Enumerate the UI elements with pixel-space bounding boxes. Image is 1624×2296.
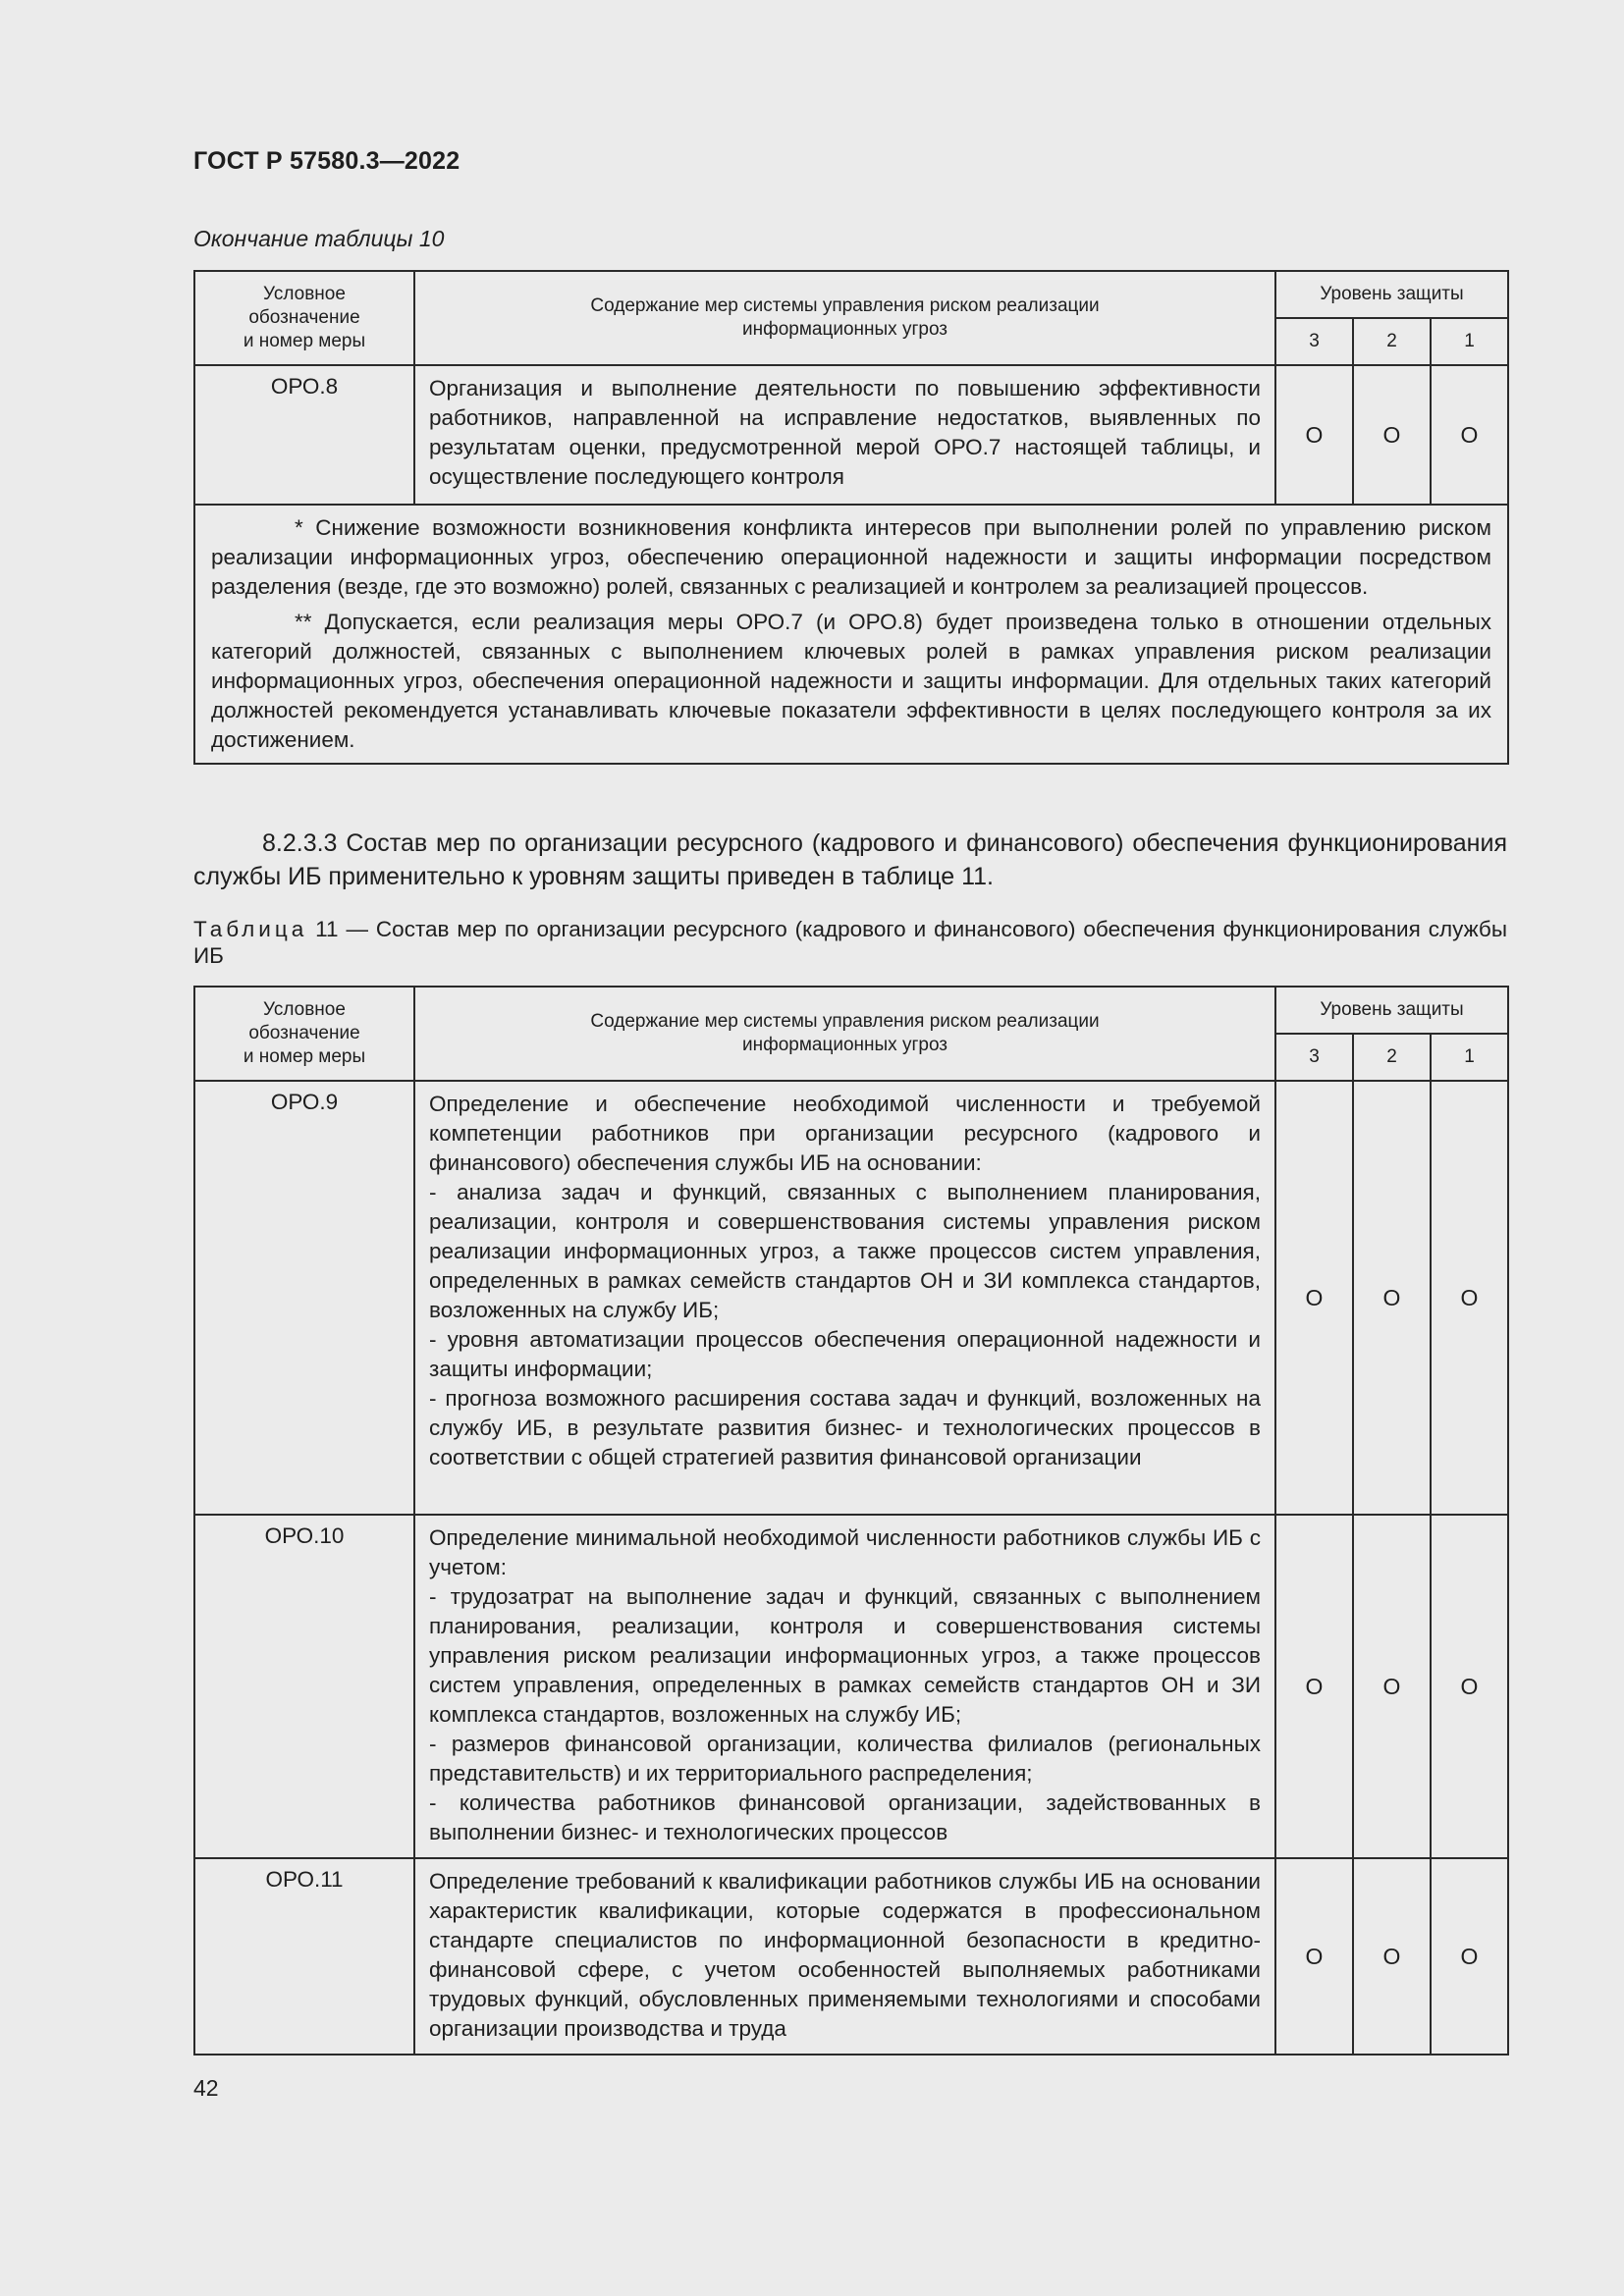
table-row <box>194 1858 1508 2055</box>
note-1: * Снижение возможности возникновения конфликта интересов при выполнении ролей по управлению риском реализации информационных угроз, обеспечению операционной надежности и защиты информации посредством разделения (везде, где это возможно) ролей, связанных с реализацией и контролем за реализацией процессов. <box>211 515 1491 599</box>
header-content-col: Содержание мер системы управления риском реализации информационных угроз <box>414 987 1275 1081</box>
mark-level-1: О <box>1431 365 1508 505</box>
mark-level-2: О <box>1353 1858 1431 2055</box>
table-11-caption: Таблица 11 — Состав мер по организации ресурсного (кадрового и финансового) обеспечения функционирования службы ИБ <box>193 917 1507 968</box>
table-row <box>194 1515 1508 1858</box>
mark-level-3: О <box>1275 1081 1353 1515</box>
measure-text: Определение минимальной необходимой численности работников службы ИБ с учетом: - трудозатрат на выполнение задач и функций, связанных с выполнением планирования, реализации, контроля и совершенствования системы управления риском реализации информационных угроз, а также процессов систем управления, определенных в рамках семейств стандартов ОН и ЗИ комплекса стандартов, возложенных на службу ИБ; - размеров финансовой организации, количества филиалов (региональных представительств) и их территориального распределения; - количества работников финансовой организации, задействованных в выполнении бизнес- и технологических процессов <box>414 1515 1275 1858</box>
measure-code: ОРО.9 <box>194 1081 414 1515</box>
table-row <box>194 1081 1508 1515</box>
mark-level-3: О <box>1275 365 1353 505</box>
header-level-3: 3 <box>1275 1034 1353 1081</box>
measure-text: Определение требований к квалификации работников службы ИБ на основании характеристик квалификации, которые содержатся в профессиональном стандарте специалистов по информационной безопасности в кредитно-финансовой сфере, с учетом особенностей выполняемых работниками трудовых функций, обусловленных применяемыми технологиями и способами организации производства и труда <box>414 1858 1275 2055</box>
header-level-col: Уровень защиты <box>1275 271 1508 318</box>
page-number: 42 <box>193 2075 219 2101</box>
measure-text: Организация и выполнение деятельности по повышению эффективности работников, направленной на исправление недостатков, выявленных по результатам оценки, предусмотренной мерой ОРО.7 настоящей таблицы, и осуществление последующего контроля <box>414 365 1275 505</box>
table-row <box>194 365 1508 505</box>
header-level-2: 2 <box>1353 318 1431 365</box>
header-level-col: Уровень защиты <box>1275 987 1508 1034</box>
note-2: ** Допускается, если реализация меры ОРО.7 (и ОРО.8) будет произведена только в отношении отдельных категорий должностей, связанных с выполнением ключевых ролей в рамках управления риском реализации информационных угроз, обеспечения операционной надежности и защиты информации. Для отдельных таких категорий должностей рекомендуется устанавливать ключевые показатели эффективности в целях последующего контроля за их достижением. <box>211 610 1491 752</box>
header-level-3: 3 <box>1275 318 1353 365</box>
header-level-1: 1 <box>1431 318 1508 365</box>
mark-level-2: О <box>1353 1515 1431 1858</box>
measure-text: Определение и обеспечение необходимой численности и требуемой компетенции работников при организации ресурсного (кадрового и финансового) обеспечения службы ИБ на основании: - анализа задач и функций, связанных с выполнением планирования, реализации, контроля и совершенствования системы управления риском реализации информационных угроз, а также процессов систем управления, определенных в рамках семейств стандартов ОН и ЗИ комплекса стандартов, возложенных на службу ИБ; - уровня автоматизации процессов обеспечения операционной надежности и защиты информации; - прогноза возможного расширения состава задач и функций, возложенных на службу ИБ, в результате развития бизнес- и технологических процессов в соответствии с общей стратегией развития финансовой организации <box>414 1081 1275 1515</box>
table-notes <box>194 505 1508 764</box>
measure-code: ОРО.8 <box>194 365 414 505</box>
table-continuation-caption: Окончание таблицы 10 <box>193 226 445 251</box>
mark-level-3: О <box>1275 1858 1353 2055</box>
mark-level-1: О <box>1431 1858 1508 2055</box>
mark-level-1: О <box>1431 1515 1508 1858</box>
mark-level-2: О <box>1353 1081 1431 1515</box>
mark-level-1: О <box>1431 1081 1508 1515</box>
table-notes-row <box>194 505 1508 764</box>
section-paragraph: 8.2.3.3 Состав мер по организации ресурсного (кадрового и финансового) обеспечения функционирования службы ИБ применительно к уровням защиты приведен в таблице 11. <box>193 829 1507 890</box>
table-11 <box>193 986 1509 2056</box>
mark-level-3: О <box>1275 1515 1353 1858</box>
header-level-2: 2 <box>1353 1034 1431 1081</box>
header-level-1: 1 <box>1431 1034 1508 1081</box>
table-10-end <box>193 270 1509 765</box>
header-code-col: Условное обозначение и номер меры <box>194 271 414 365</box>
mark-level-2: О <box>1353 365 1431 505</box>
header-content-col: Содержание мер системы управления риском реализации информационных угроз <box>414 271 1275 365</box>
header-code-col: Условное обозначение и номер меры <box>194 987 414 1081</box>
measure-code: ОРО.10 <box>194 1515 414 1858</box>
document-title: ГОСТ Р 57580.3—2022 <box>193 147 460 175</box>
measure-code: ОРО.11 <box>194 1858 414 2055</box>
